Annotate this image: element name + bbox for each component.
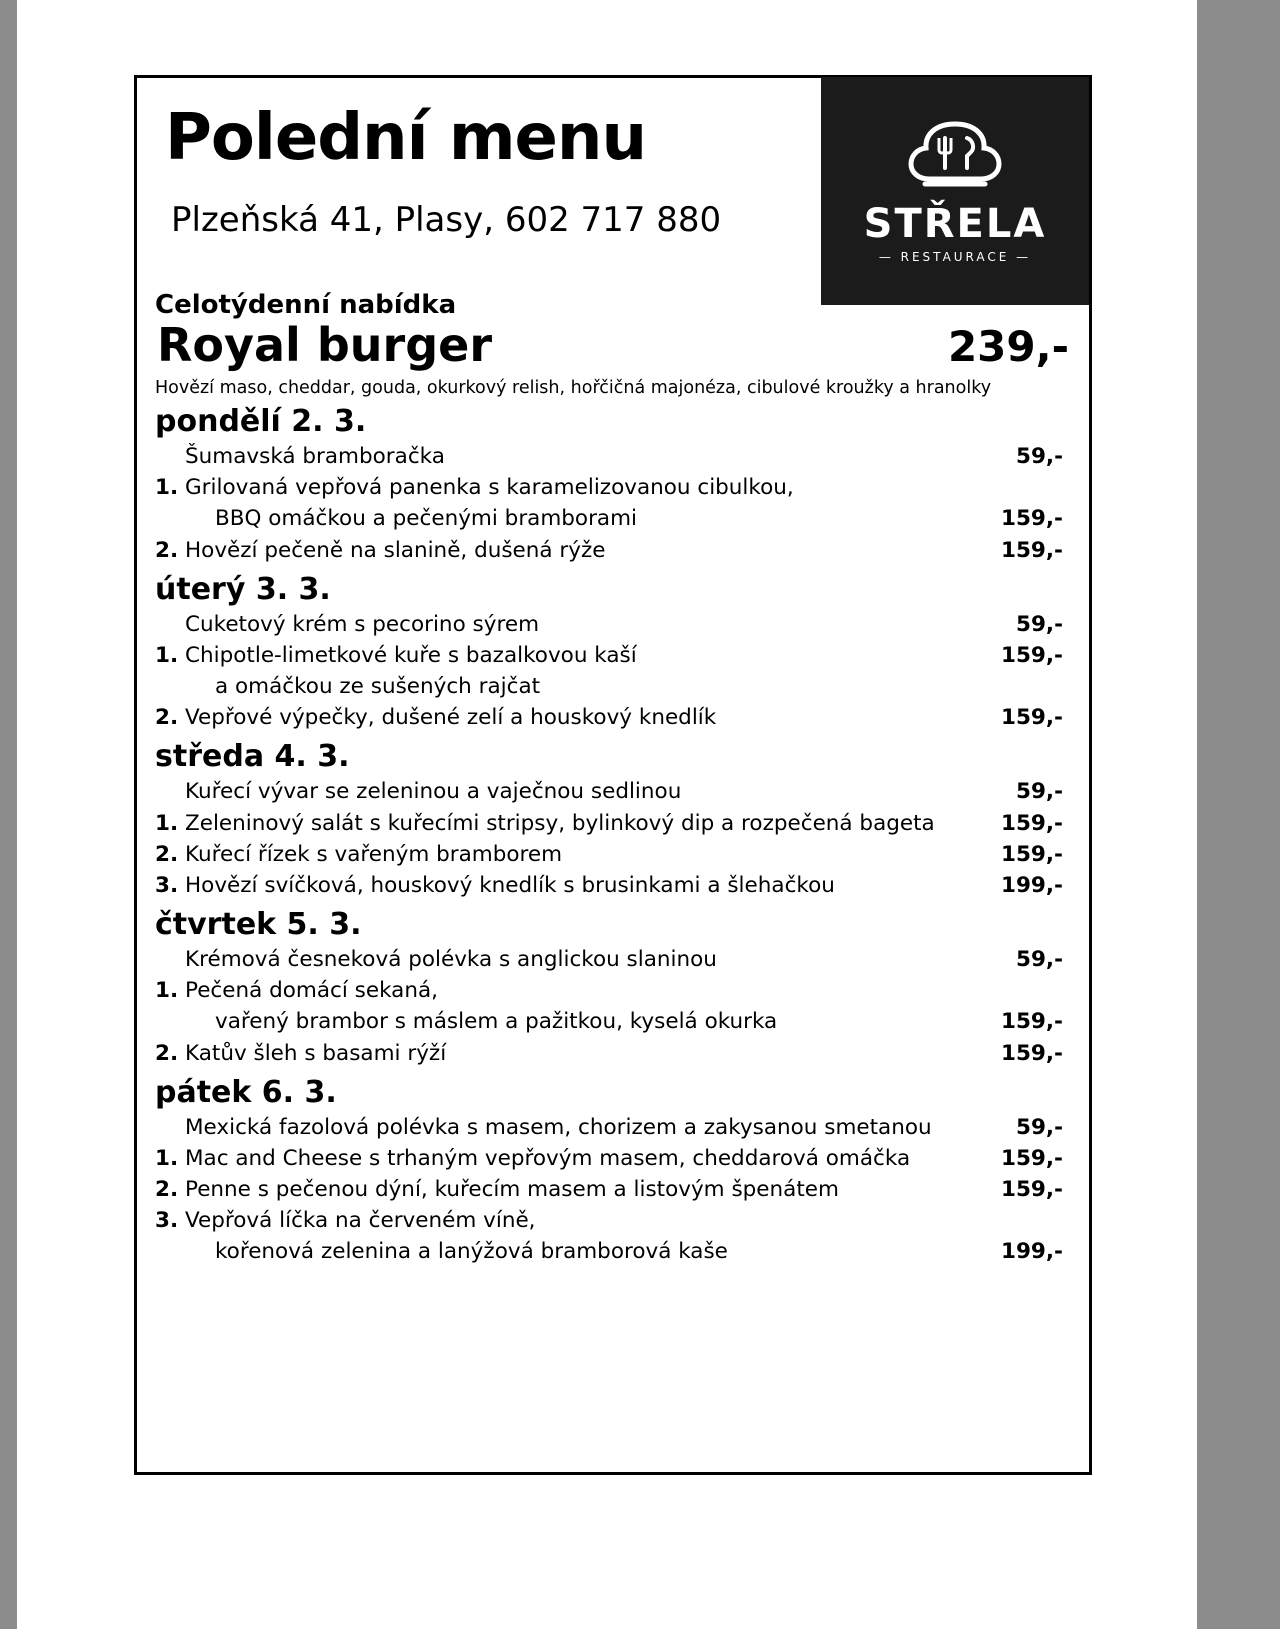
menu-item-row [151,1038,1075,1069]
item-price: 159,- [1001,1145,1063,1171]
menu-item-row [151,1205,1075,1236]
menu-item-row [151,1236,1075,1267]
soup-row [151,441,1075,472]
days-list [151,404,1075,1268]
logo-wordmark: STŘELA [863,201,1047,247]
item-number: 1. [155,978,179,1004]
day-name: úterý 3. 3. [155,571,331,607]
day-name: středa 4. 3. [155,739,350,775]
item-text: a omáčkou ze sušených rajčat [215,674,541,700]
item-number: 1. [155,642,179,668]
menu-item-row [151,870,1075,901]
item-text: Chipotle-limetkové kuře s bazalkovou kaší [185,642,637,668]
menu-item-row [151,1006,1075,1037]
soup-row [151,944,1075,975]
soup-row [151,776,1075,807]
menu-item-row [151,808,1075,839]
menu-item-row [151,1143,1075,1174]
item-price: 159,- [1001,642,1063,668]
menu-item-row [151,839,1075,870]
logo-subtitle: — RESTAURACE — [878,250,1032,264]
item-price: 199,- [1001,872,1063,898]
item-text: BBQ omáčkou a pečenými bramborami [215,506,638,532]
item-text: vařený brambor s máslem a pažitkou, kyselá okurka [215,1009,778,1035]
menu-item-row [151,472,1075,503]
menu-item-row [151,535,1075,566]
item-price: 159,- [1001,506,1063,532]
item-price: 159,- [1001,1177,1063,1203]
menu-item-row [151,640,1075,671]
menu-item-row [151,503,1075,534]
item-price: 159,- [1001,1040,1063,1066]
day-name: pondělí 2. 3. [155,404,367,439]
item-number: 3. [155,1208,179,1234]
item-text: Vepřová líčka na červeném víně, [185,1208,536,1234]
item-price: 199,- [1001,1239,1063,1265]
item-number: 1. [155,810,179,836]
item-price: 59,- [1015,947,1063,973]
weekly-offer-description: Hovězí maso, cheddar, gouda, okurkový relish, hořčičná majonéza, cibulové kroužky a hranolky [155,378,992,398]
item-text: Katův šleh s basami rýží [185,1040,447,1066]
menu-frame [134,75,1092,1475]
restaurant-logo [821,77,1089,305]
item-price: 159,- [1001,705,1063,731]
item-price: 59,- [1015,1114,1063,1140]
item-text: Penne s pečenou dýní, kuřecím masem a listovým špenátem [185,1177,839,1203]
item-text: Pečená domácí sekaná, [185,978,438,1004]
item-number: 2. [155,1177,179,1203]
item-text: Mexická fazolová polévka s masem, chorizem a zakysanou smetanou [185,1114,932,1140]
weekly-offer-row [151,318,1075,372]
menu-item-row [151,671,1075,702]
item-text: kořenová zelenina a lanýžová bramborová kaše [215,1239,728,1265]
item-text: Grilovaná vepřová panenka s karamelizovanou cibulkou, [185,475,794,501]
day-name: pátek 6. 3. [155,1074,337,1110]
item-number: 2. [155,705,179,731]
item-price: 159,- [1001,810,1063,836]
soup-row [151,1112,1075,1143]
restaurant-address: Plzeňská 41, Plasy, 602 717 880 [171,200,722,240]
soup-row [151,609,1075,640]
day-name: čtvrtek 5. 3. [155,907,362,943]
item-text: Krémová česneková polévka s anglickou slaninou [185,947,717,973]
item-price: 59,- [1015,611,1063,637]
item-text: Zeleninový salát s kuřecími stripsy, bylinkový dip a rozpečená bageta [185,810,935,836]
item-number: 1. [155,1145,179,1171]
day-block [151,907,1075,1069]
menu-item-row [151,975,1075,1006]
weekly-offer-label: Celotýdenní nabídka [155,290,457,320]
item-number: 2. [155,841,179,867]
menu-page [17,0,1197,1629]
item-price: 59,- [1015,444,1063,469]
item-text: Hovězí svíčková, houskový knedlík s brusinkami a šlehačkou [185,872,835,898]
chef-hat-fork-knife-icon [895,118,1015,200]
item-text: Kuřecí řízek s vařeným bramborem [185,841,563,867]
menu-header [151,78,1075,296]
item-number: 3. [155,872,179,898]
item-number: 2. [155,1040,179,1066]
item-price: 159,- [1001,537,1063,563]
item-text: Vepřové výpečky, dušené zelí a houskový knedlík [185,705,717,731]
item-number: 2. [155,537,179,563]
item-text: Cuketový krém s pecorino sýrem [185,611,540,637]
item-price: 159,- [1001,841,1063,867]
weekly-offer-name: Royal burger [157,318,493,372]
day-block [151,572,1075,734]
menu-item-row [151,1174,1075,1205]
item-price: 159,- [1001,1009,1063,1035]
item-text: Mac and Cheese s trhaným vepřovým masem, cheddarová omáčka [185,1145,911,1171]
item-text: Šumavská bramboračka [185,444,445,469]
item-number: 1. [155,475,179,501]
day-block [151,404,1075,566]
item-price: 59,- [1015,779,1063,805]
item-text: Hovězí pečeně na slanině, dušená rýže [185,537,606,563]
menu-item-row [151,702,1075,733]
item-text: Kuřecí vývar se zeleninou a vaječnou sedlinou [185,779,682,805]
day-block [151,1075,1075,1268]
weekly-offer-price: 239,- [947,322,1069,371]
page-title: Polední menu [165,101,647,175]
day-block [151,739,1075,901]
